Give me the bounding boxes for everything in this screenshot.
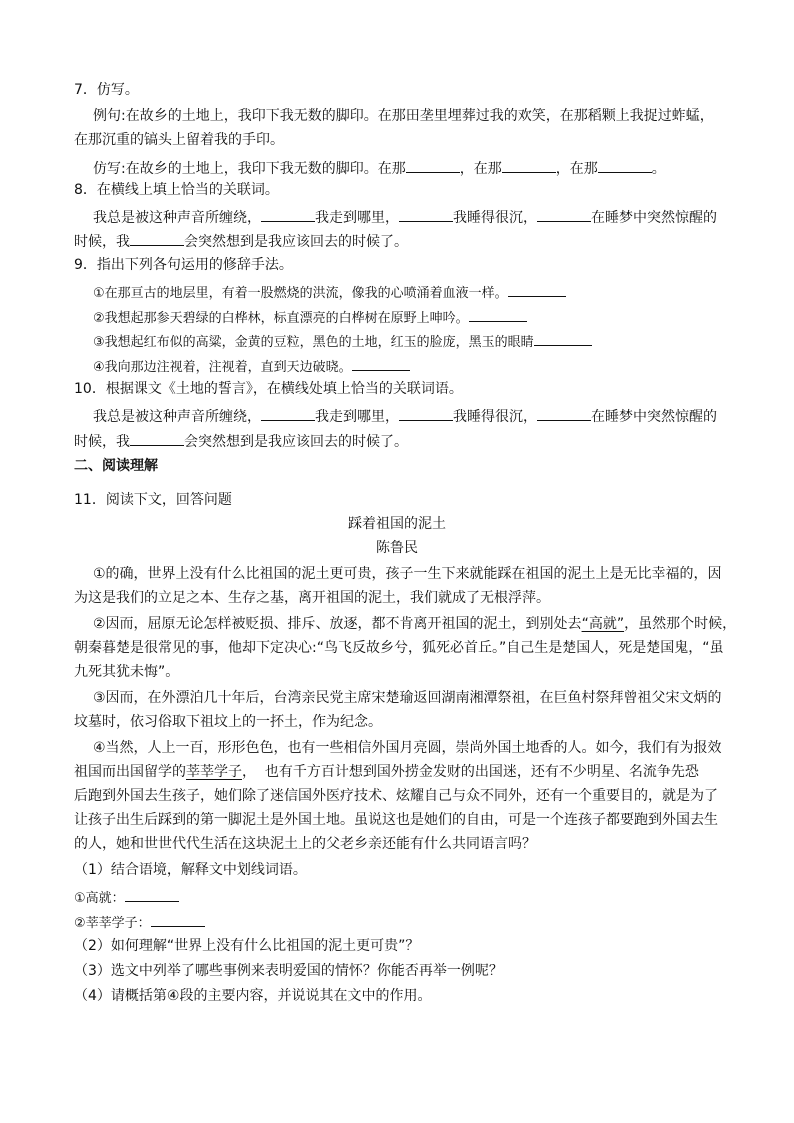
q9-sentence-1 bbox=[93, 281, 566, 304]
q7-sep-1: ，在那 bbox=[459, 161, 502, 177]
underlined-word-gaojiu: “高就” bbox=[581, 616, 625, 632]
q7-blank-1[interactable] bbox=[406, 157, 460, 173]
q8-line2 bbox=[74, 230, 408, 252]
article-p4-line4: 让孩子出生后踩到的第一脚泥土是外国土地。虽说这也是她们的自由，可是一个连孩子都要跑到外国去生 bbox=[74, 812, 718, 828]
q10-line1 bbox=[93, 405, 717, 427]
q10-blank-4[interactable] bbox=[130, 430, 184, 446]
article-title: 踩着祖国的泥土 bbox=[348, 516, 446, 532]
q10-blank-1[interactable] bbox=[261, 405, 315, 421]
q7-blank-2[interactable] bbox=[502, 157, 556, 173]
sub1-b-blank[interactable] bbox=[151, 911, 205, 927]
q9-s3-text: ③我想起红布似的高粱，金黄的豆粒，黑色的土地，红玉的脸庞，黑玉的眼睛 bbox=[93, 335, 534, 350]
q10-blank-2[interactable] bbox=[399, 405, 453, 421]
q8-text-d: 在睡梦中突然惊醒的 bbox=[591, 210, 717, 226]
q7-title: 7．仿写。 bbox=[74, 82, 139, 98]
q9-s1-text: ①在那亘古的地层里，有着一股燃烧的洪流，像我的心喷涌着血液一样。 bbox=[93, 286, 508, 301]
q11-sub1-b bbox=[74, 911, 205, 934]
q8-blank-4[interactable] bbox=[130, 230, 184, 246]
q9-blank-2[interactable] bbox=[469, 306, 527, 322]
q8-text-e: 时候，我 bbox=[74, 234, 130, 250]
article-p3-line2: 坟墓时，依习俗取下祖坟上的一抔土，作为纪念。 bbox=[74, 714, 382, 730]
article-p3-line1: ③因而，在外漂泊几十年后，台湾亲民党主席宋楚瑜返回湖南湘潭祭祖，在巨鱼村祭拜曾祖父宋文炳的 bbox=[93, 690, 722, 706]
p2-text-a: ②因而，屈原无论怎样被贬损、排斥、放逐，都不肯离开祖国的泥土，到别处去 bbox=[93, 616, 582, 632]
q7-blank-3[interactable] bbox=[598, 157, 652, 173]
sub1-a-label: ①高就： bbox=[74, 891, 125, 906]
article-author: 陈鲁民 bbox=[376, 540, 418, 556]
article-p2-line3: 九死其犹未悔”。 bbox=[74, 664, 180, 680]
article-p4-line2 bbox=[74, 762, 699, 782]
q9-blank-3[interactable] bbox=[534, 330, 592, 346]
article-p1-line2: 为这是我们的立足之本、生存之基，离开祖国的泥土，我们就成了无根浮萍。 bbox=[74, 590, 550, 606]
sub1-b-label: ②莘莘学子： bbox=[74, 916, 151, 931]
q9-s4-text: ④我向那边注视着，注视着，直到天边破晓。 bbox=[93, 360, 352, 375]
q10-title: 10．根据课文《土地的誓言》，在横线处填上恰当的关联词语。 bbox=[74, 381, 463, 397]
article-p2-line1 bbox=[93, 614, 736, 634]
q10-text-a: 我总是被这种声音所缠绕， bbox=[93, 409, 261, 425]
q11-sub1: （1）结合语境，解释文中划线词语。 bbox=[74, 862, 307, 878]
q10-text-f: 会突然想到是我应该回去的时候了。 bbox=[184, 434, 408, 450]
underlined-word-shenshen: 莘莘学子 bbox=[186, 764, 242, 780]
q9-sentence-4 bbox=[93, 355, 410, 378]
q7-imitate-prefix: 仿写:在故乡的土地上，我印下我无数的脚印。在那 bbox=[93, 161, 406, 177]
p2-text-a2: ，虽然那个时候， bbox=[624, 616, 737, 632]
q7-example-line1: 例句:在故乡的土地上，我印下我无数的脚印。在那田垄里埋葬过我的欢笑，在那稻颗上我捉过蚱蜢， bbox=[93, 108, 714, 124]
q7-sep-2: ，在那 bbox=[555, 161, 598, 177]
p4-text-b2: ， 也有千方百计想到国外捞金发财的出国迷，还有不少明星、名流争先恐 bbox=[242, 764, 699, 780]
q7-end: 。 bbox=[651, 161, 666, 177]
q10-text-c: 我睡得很沉， bbox=[453, 409, 537, 425]
q11-sub2: （2）如何理解“世界上没有什么比祖国的泥土更可贵”？ bbox=[74, 938, 420, 954]
q11-sub1-a bbox=[74, 886, 179, 909]
q9-sentence-3 bbox=[93, 330, 592, 353]
q7-example-line2: 在那沉重的镐头上留着我的手印。 bbox=[74, 132, 284, 148]
q8-line1 bbox=[93, 206, 717, 228]
q11-sub4: （4）请概括第④段的主要内容，并说说其在文中的作用。 bbox=[74, 988, 432, 1004]
q10-blank-3[interactable] bbox=[537, 405, 591, 421]
q9-s2-text: ②我想起那参天碧绿的白桦林，标直漂亮的白桦树在原野上呻吟。 bbox=[93, 311, 469, 326]
q10-line2 bbox=[74, 430, 408, 452]
q9-sentence-2 bbox=[93, 306, 527, 329]
article-p2-line2: 朝秦暮楚是很常见的事，他却下定决心:“鸟飞反故乡兮，狐死必首丘。”自己生是楚国人，死是楚国鬼，“虽 bbox=[74, 640, 724, 656]
section-heading-reading: 二、阅读理解 bbox=[74, 458, 158, 474]
q8-title: 8．在横线上填上恰当的关联词。 bbox=[74, 182, 279, 198]
q11-sub3: （3）选文中列举了哪些事例来表明爱国的情怀？你能否再举一例呢？ bbox=[74, 963, 503, 979]
q10-text-b: 我走到哪里， bbox=[315, 409, 399, 425]
p4-text-b1: 祖国而出国留学的 bbox=[74, 764, 186, 780]
q8-blank-1[interactable] bbox=[261, 206, 315, 222]
q8-blank-2[interactable] bbox=[399, 206, 453, 222]
q8-text-f: 会突然想到是我应该回去的时候了。 bbox=[184, 234, 408, 250]
article-p1-line1: ①的确，世界上没有什么比祖国的泥土更可贵，孩子一生下来就能踩在祖国的泥土上是无比幸福的，因 bbox=[93, 566, 722, 582]
q9-blank-4[interactable] bbox=[352, 355, 410, 371]
article-p4-line3: 后跑到外国去生孩子，她们除了迷信国外医疗技术、炫耀自己与众不同外，还有一个重要目的，就是为了 bbox=[74, 788, 718, 804]
q8-text-b: 我走到哪里， bbox=[315, 210, 399, 226]
article-p4-line5: 的人，她和世世代代生活在这块泥土上的父老乡亲还能有什么共同语言吗？ bbox=[74, 836, 536, 852]
article-p4-line1: ④当然，人上一百，形形色色，也有一些相信外国月亮圆，崇尚外国土地香的人。如今，我们有为报效 bbox=[93, 740, 722, 756]
q7-imitate-line bbox=[93, 157, 666, 179]
sub1-a-blank[interactable] bbox=[125, 886, 179, 902]
q11-title: 11．阅读下文，回答问题 bbox=[74, 492, 232, 508]
q10-text-e: 时候，我 bbox=[74, 434, 130, 450]
q8-text-a: 我总是被这种声音所缠绕， bbox=[93, 210, 261, 226]
q9-title: 9．指出下列各句运用的修辞手法。 bbox=[74, 257, 293, 273]
q8-text-c: 我睡得很沉， bbox=[453, 210, 537, 226]
q9-blank-1[interactable] bbox=[508, 281, 566, 297]
q10-text-d: 在睡梦中突然惊醒的 bbox=[591, 409, 717, 425]
q8-blank-3[interactable] bbox=[537, 206, 591, 222]
